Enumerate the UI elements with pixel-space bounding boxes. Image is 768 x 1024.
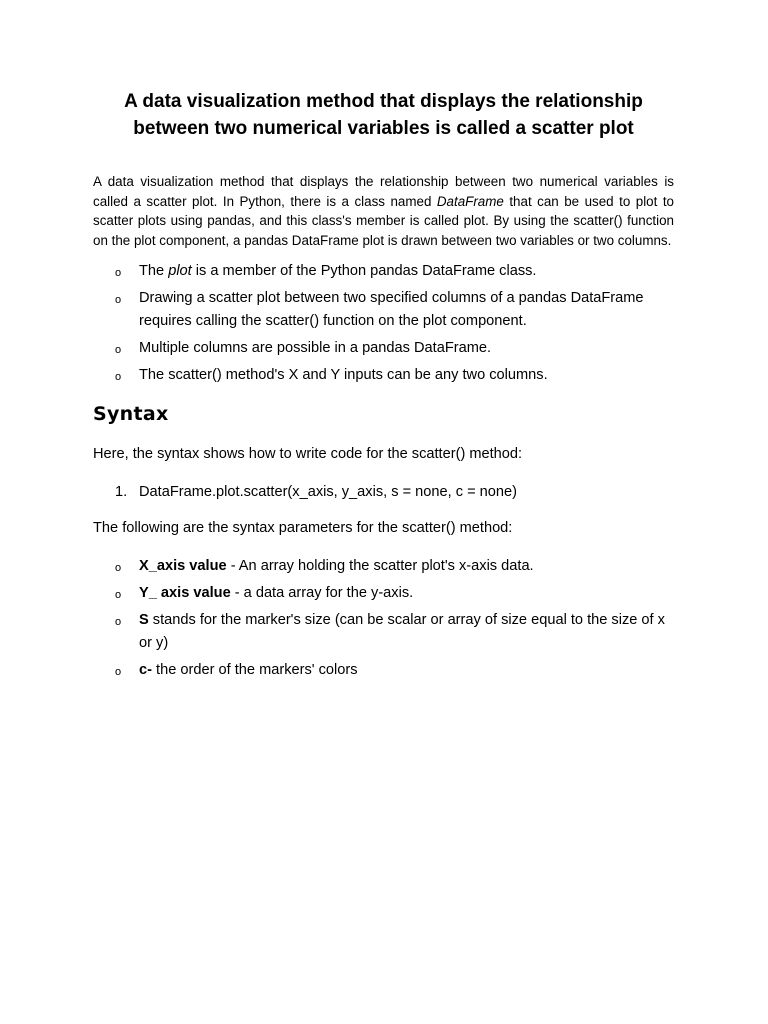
list-item — [93, 582, 674, 605]
param-desc: the order of the markers' colors — [151, 662, 358, 679]
bullet-marker-icon: o — [115, 344, 122, 357]
list-item — [93, 481, 674, 503]
bullet-italic: plot — [168, 263, 192, 280]
param-term: c- — [139, 662, 152, 679]
bullet-marker-icon: o — [115, 616, 122, 629]
param-term: X_axis value — [139, 558, 227, 575]
bullet-marker-icon: o — [115, 294, 122, 307]
list-item — [93, 555, 674, 578]
list-item — [93, 609, 674, 655]
bullet-marker-icon: o — [115, 267, 122, 280]
syntax-code: DataFrame.plot.scatter(x_axis, y_axis, s = none, c = none) — [139, 484, 517, 501]
list-item — [93, 364, 674, 387]
list-number: 1. — [115, 484, 128, 501]
syntax-intro: Here, the syntax shows how to write code for the scatter() method: — [93, 446, 523, 463]
params-intro: The following are the syntax parameters for the scatter() method: — [93, 520, 513, 537]
param-term: Y_ axis value — [139, 585, 231, 602]
param-term: S — [139, 612, 149, 629]
syntax-list — [93, 481, 674, 503]
param-desc: - An array holding the scatter plot's x-axis data. — [226, 558, 534, 575]
bullet-text: The scatter() method's X and Y inputs can be any two columns. — [139, 367, 548, 384]
list-item — [93, 337, 674, 360]
bullet-marker-icon: o — [115, 562, 122, 575]
bullet-marker-icon: o — [115, 589, 122, 602]
syntax-heading: Syntax — [93, 403, 169, 426]
bullet-marker-icon: o — [115, 666, 122, 679]
param-desc: - a data array for the y-axis. — [230, 585, 414, 602]
bullet-text: Multiple columns are possible in a pandas DataFrame. — [139, 340, 492, 357]
intro-italic-dataframe: DataFrame — [436, 193, 504, 209]
bullet-text: Drawing a scatter plot between two specified columns of a pandas DataFrame requires calling the scatter() function on the plot component. — [139, 290, 644, 330]
bullet-marker-icon: o — [115, 371, 122, 384]
params-bullet-list — [93, 555, 674, 682]
bullet-text: The — [139, 263, 169, 280]
intro-text-2: that can be used to plot to scatter plots using pandas, and this class's member is called plot. By using the scatter() function on the plot component, a pandas DataFrame plot is drawn between two variables or two columns. — [93, 193, 674, 248]
param-desc: stands for the marker's size (can be scalar or array of size equal to the size of x or y) — [139, 612, 665, 652]
list-item — [93, 260, 674, 283]
document-title: A data visualization method that displays the relationship between two numerical variables is called a scatter plot — [124, 91, 643, 139]
list-item — [93, 287, 674, 333]
intro-text-1: A data visualization method that displays the relationship between two numerical variables is called a scatter plot. In Python, there is a class named — [93, 174, 674, 209]
document-page — [93, 88, 674, 686]
bullet-text: is a member of the Python pandas DataFrame class. — [191, 263, 537, 280]
intro-paragraph — [93, 172, 674, 250]
list-item — [93, 659, 674, 682]
feature-bullet-list — [93, 260, 674, 387]
